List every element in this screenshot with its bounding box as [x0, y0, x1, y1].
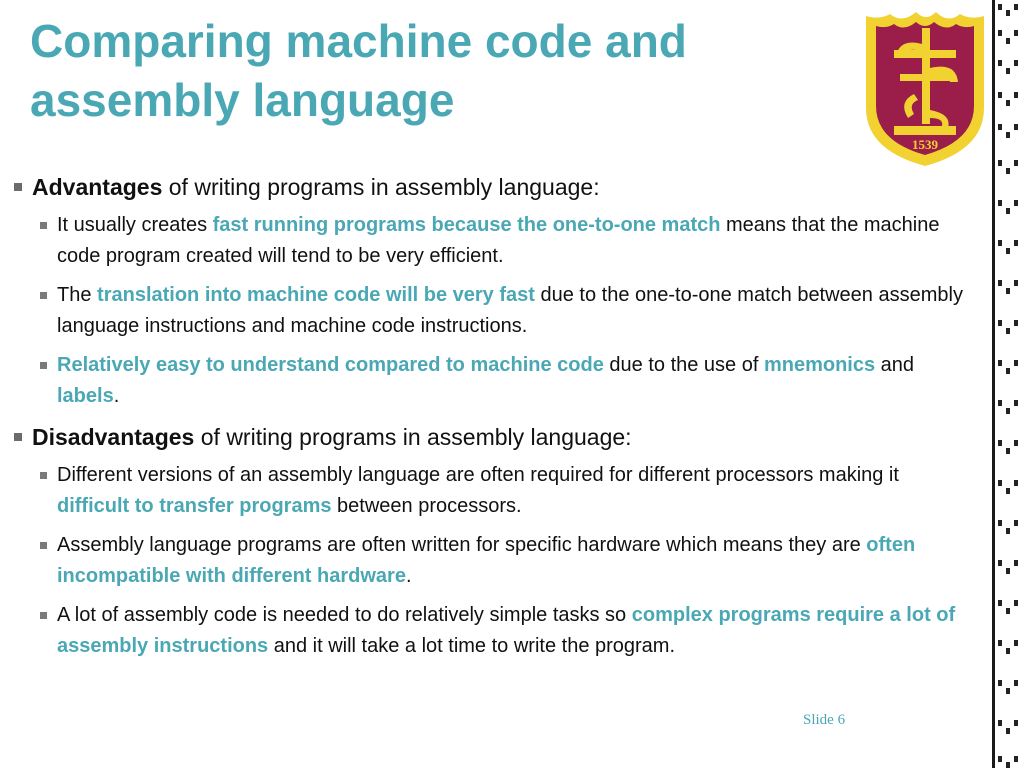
- square-bullet-icon: [14, 433, 22, 441]
- disadvantage-item: [14, 530, 974, 592]
- disadvantages-heading: Disadvantages: [32, 424, 195, 450]
- advantages-heading-tail: of writing programs in assembly language:: [162, 174, 600, 200]
- advantage-item-highlight: translation into machine code will be very fast: [97, 284, 535, 306]
- advantage-item-text: and: [875, 354, 915, 376]
- disadvantage-item-text: .: [405, 565, 412, 587]
- advantage-item-text: means that the machine code program created will tend to be very efficient.: [57, 214, 940, 267]
- advantage-item-text: It usually creates: [57, 214, 213, 236]
- disadvantage-item-text: and it will take a lot time to write the program.: [268, 635, 676, 657]
- advantage-item-highlight-mnemonics: mnemonics: [763, 354, 876, 376]
- square-bullet-icon: [40, 612, 47, 619]
- advantage-item-highlight: fast running programs because the one-to-one match: [212, 214, 721, 236]
- square-bullet-icon: [40, 472, 47, 479]
- disadvantage-item-text: Assembly language programs are often written for specific hardware which means they are: [57, 534, 867, 556]
- disadvantages-bullet: [14, 420, 974, 454]
- advantage-item-highlight-labels: labels: [57, 385, 114, 407]
- disadvantage-item-highlight: complex programs require a lot of assembly instructions: [57, 604, 956, 657]
- advantage-item-text: due to the one-to-one match between assembly language instructions and machine code instructions.: [57, 284, 963, 337]
- disadvantage-item-highlight: often incompatible with different hardware: [57, 534, 916, 587]
- school-crest-logo: [860, 10, 990, 168]
- advantage-item-text: The: [57, 284, 98, 306]
- advantage-item: [14, 350, 974, 412]
- square-bullet-icon: [40, 542, 47, 549]
- disadvantage-item-text: A lot of assembly code is needed to do relatively simple tasks so: [57, 604, 632, 626]
- disadvantage-item-highlight: difficult to transfer programs: [57, 495, 332, 517]
- disadvantage-item: [14, 600, 974, 662]
- disadvantage-item: [14, 460, 974, 522]
- slide-title: Comparing machine code and assembly language: [30, 15, 687, 126]
- advantages-heading: Advantages: [32, 174, 163, 200]
- advantage-item-text: due to the use of: [603, 354, 764, 376]
- slide-body: [14, 170, 974, 670]
- slide-number: Slide 6: [803, 712, 846, 728]
- advantage-item-highlight: Relatively easy to understand compared to machine code: [57, 354, 604, 376]
- crest-year-text: 1539: [912, 137, 938, 152]
- advantage-item-text: .: [113, 385, 120, 407]
- advantage-item: [14, 210, 974, 272]
- square-bullet-icon: [40, 362, 47, 369]
- disadvantage-item-text: between processors.: [331, 495, 522, 517]
- disadvantages-heading-tail: of writing programs in assembly language:: [194, 424, 632, 450]
- decorative-side-strip: [992, 0, 1024, 768]
- square-bullet-icon: [14, 183, 22, 191]
- square-bullet-icon: [40, 292, 47, 299]
- advantage-item: [14, 280, 974, 342]
- square-bullet-icon: [40, 222, 47, 229]
- disadvantage-item-text: Different versions of an assembly language are often required for different processors making it: [57, 464, 899, 486]
- advantages-bullet: [14, 170, 974, 204]
